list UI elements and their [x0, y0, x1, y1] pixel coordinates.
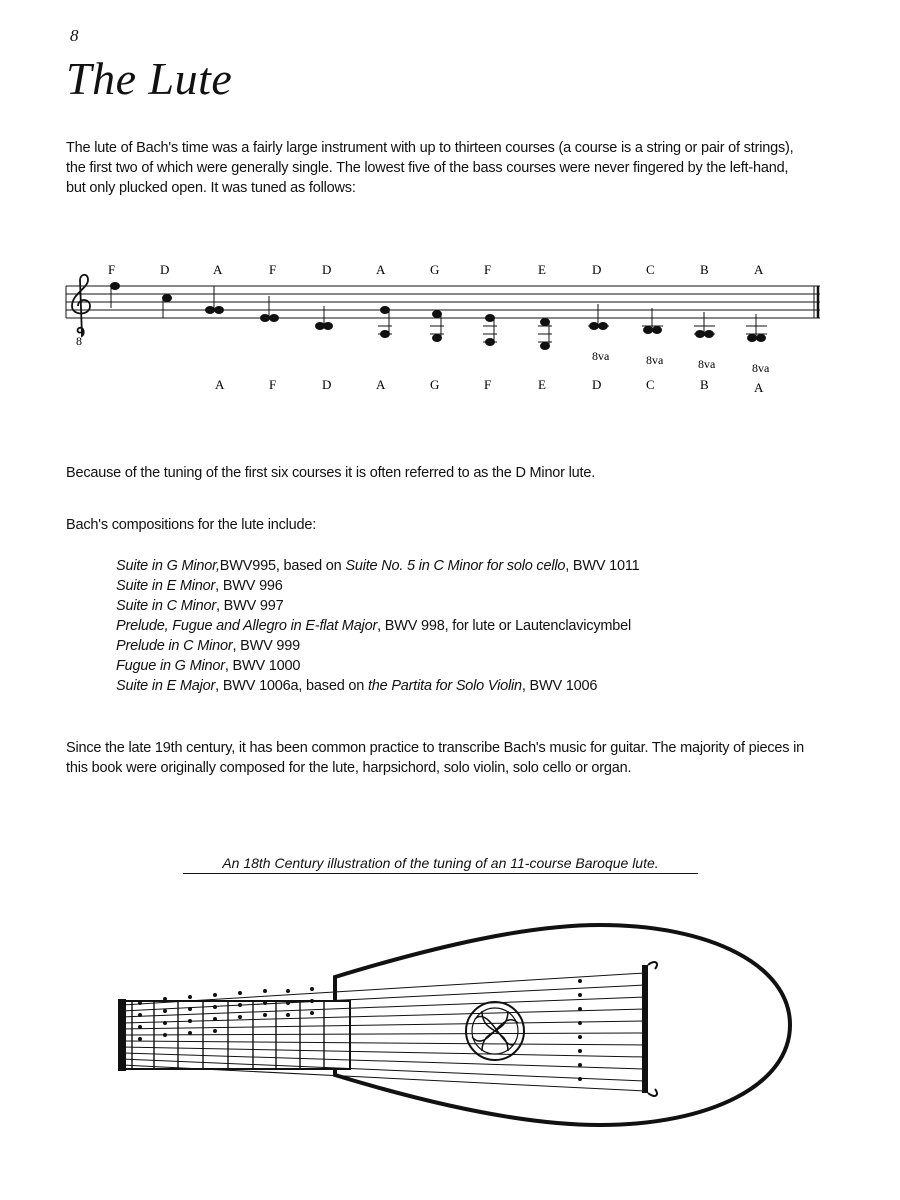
upper-labels [108, 262, 764, 277]
lute-illustration [110, 915, 800, 1145]
composition-item: Prelude, Fugue and Allegro in E-flat Major, BWV 998, for lute or Lautenclavicymbel [116, 618, 632, 634]
page-title: The Lute [66, 53, 233, 104]
notes [111, 283, 768, 350]
lute-bridge [642, 965, 648, 1093]
lower-label: B [700, 377, 709, 392]
note-3 [206, 286, 224, 314]
composition-item: Suite in G Minor,BWV995, based on Suite No. 5 in C Minor for solo cello, BWV 1011 [116, 558, 640, 574]
upper-label: A [213, 262, 223, 277]
note-11 [642, 308, 663, 334]
lower-label: G [430, 377, 440, 392]
transcription-paragraph: Since the late 19th century, it has been common practice to transcribe Bach's music for guitar. The majority of pieces in this book were originally composed for the lute, harpsichord, solo violin, solo cello or organ. [66, 740, 805, 776]
upper-label: E [538, 262, 546, 277]
d-minor-paragraph: Because of the tuning of the first six courses it is often referred to as the D Minor lute. [66, 465, 596, 481]
illustration-caption: An 18th Century illustration of the tuning of an 11-course Baroque lute. [183, 855, 698, 874]
note-2 [163, 295, 172, 319]
composition-item: Prelude in C Minor, BWV 999 [116, 638, 300, 654]
note-8 [483, 315, 497, 346]
upper-label: F [108, 262, 116, 277]
upper-label: C [646, 262, 655, 277]
note-7 [430, 311, 444, 342]
lower-label: E [538, 377, 546, 392]
upper-label: D [322, 262, 332, 277]
compositions-intro: Bach's compositions for the lute include: [66, 517, 317, 533]
upper-label: A [376, 262, 386, 277]
octave-mark: 8va [592, 349, 610, 363]
compositions-list [116, 556, 640, 696]
lower-label: A [754, 380, 764, 395]
note-4 [261, 296, 279, 322]
upper-label: F [484, 262, 492, 277]
staff-lines [66, 286, 820, 318]
note-12 [694, 312, 715, 338]
octave-mark: 8va [646, 353, 664, 367]
upper-label: B [700, 262, 709, 277]
lower-label: D [592, 377, 602, 392]
composition-item: Suite in C Minor, BWV 997 [116, 598, 284, 614]
octave-marks [592, 349, 770, 375]
intro-paragraph: The lute of Bach's time was a fairly large instrument with up to thirteen courses (a course is a string or pair of strings), the first two of which were generally single. The lowest five of the bass courses were never fingered by the left-hand, but only plucked open. It was tuned as follows: [66, 140, 794, 196]
lower-label: C [646, 377, 655, 392]
composition-item: Suite in E Minor, BWV 996 [116, 578, 283, 594]
lower-label: F [484, 377, 492, 392]
upper-label: D [592, 262, 602, 277]
lower-labels [215, 377, 764, 395]
lower-label: A [215, 377, 225, 392]
composition-item: Fugue in G Minor, BWV 1000 [116, 658, 301, 674]
tuning-staff [60, 250, 825, 400]
page-number: 8 [70, 26, 79, 45]
upper-label: A [754, 262, 764, 277]
note-1 [111, 283, 120, 309]
upper-label: G [430, 262, 440, 277]
octave-mark: 8va [752, 361, 770, 375]
clef-octave: 8 [76, 334, 82, 348]
composition-item: Suite in E Major, BWV 1006a, based on the Partita for Solo Violin, BWV 1006 [116, 678, 598, 694]
upper-label: D [160, 262, 170, 277]
note-10 [588, 304, 609, 330]
lower-label: D [322, 377, 332, 392]
treble-clef [72, 275, 90, 336]
lower-label: A [376, 377, 386, 392]
note-6 [378, 307, 392, 338]
note-9 [538, 319, 552, 350]
upper-label: F [269, 262, 277, 277]
lower-label: F [269, 377, 277, 392]
octave-mark: 8va [698, 357, 716, 371]
